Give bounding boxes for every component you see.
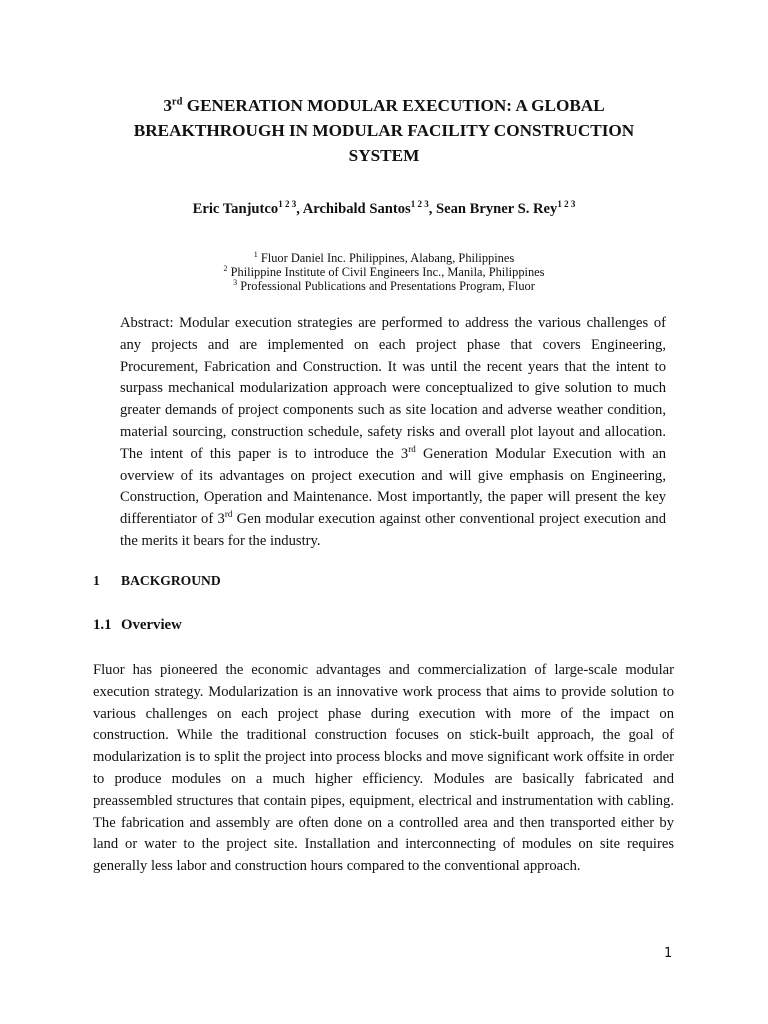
section-title: BACKGROUND — [121, 573, 221, 588]
section-heading-background — [93, 573, 221, 589]
paper-title — [110, 93, 658, 168]
affiliation-3: $^3$ Professional Publications and Presentations Program, Fluor — [233, 277, 535, 293]
body-paragraph: Fluor has pioneered the economic advantages and commercialization of large-scale modular execution strategy. Modularization is an innovative work process that aims to provide solution to various challenges on each project phase during execution with more of the impact on construction. While the traditional construction focuses on stick-built approach, the goal of modularization is to split the project into process blocks and move significant work offsite in order to produce modules on a much higher efficiency. Modules are basically fabricated and preassembled structures that contain pipes, equipment, electrical and instrumentation with cabling. The fabrication and assembly are often done on a controlled area and then transported either by land or water to the project site. Installation and interconnecting of modules on site requires generally less labor and construction hours compared to the conventional approach. — [93, 662, 674, 875]
affiliation-1: $^1$ Fluor Daniel Inc. Philippines, Alabang, Philippines — [253, 249, 515, 265]
page-number: 1 — [664, 946, 673, 961]
title-number: 3 — [163, 96, 172, 115]
author-1: Eric Tanjutco$^{1 2 3}$, — [192, 199, 303, 217]
affiliation-list — [0, 251, 768, 293]
author-3: Sean Bryner S. Rey$^{1 2 3}$ — [435, 199, 576, 217]
subsection-number: 1.1 — [93, 617, 112, 633]
title-ordinal-sup: rd — [171, 96, 183, 108]
abstract-paragraph: Abstract: Modular execution strategies are performed to address the various challenges of any projects and are implemented on each project phase that covers Engineering, Procurement, Fabrication and Construction. It was until the recent years that the intent to surpass mechanical modularization approach were conceptualized to give solution to much greater demands of project components such as site location and adverse weather condition, material sourcing, construction schedule, safety risks and overall plot layout and allocation. The intent of this paper is to introduce the 3rd Generation Modular Execution with an overview of its advantages on project execution and will give emphasis on Engineering, Construction, Operation and Maintenance. Most importantly, the paper will present the key differentiator of 3rd Gen modular execution against other conventional project execution and the merits it bears for the industry. — [120, 315, 666, 548]
section-number: 1 — [93, 573, 100, 588]
author-2: Archibald Santos$^{1 2 3}$, — [302, 199, 436, 217]
title-text: GENERATION MODULAR EXECUTION: A GLOBAL BREAKTHROUGH IN MODULAR FACILITY CONSTRUCTION SYSTEM — [133, 96, 635, 165]
subsection-heading-overview — [93, 617, 182, 634]
author-list — [0, 201, 768, 218]
affiliation-2: $^2$ Philippine Institute of Civil Engineers Inc., Manila, Philippines — [223, 263, 545, 279]
subsection-title: Overview — [121, 617, 182, 633]
